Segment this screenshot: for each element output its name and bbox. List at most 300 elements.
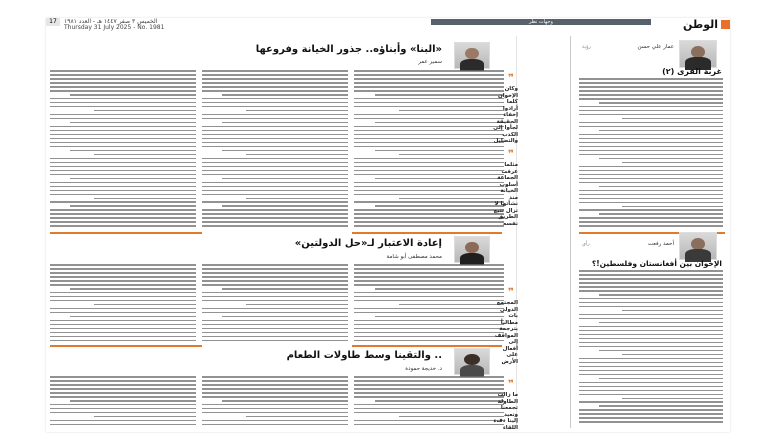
text-line (354, 114, 504, 116)
text-line (354, 328, 504, 330)
text-line (354, 118, 504, 120)
text-line (50, 158, 196, 160)
text-line (50, 221, 196, 223)
text-line (202, 166, 348, 168)
text-line (579, 194, 723, 196)
text-line (202, 86, 348, 88)
text-line (50, 280, 196, 282)
text-line (202, 292, 348, 294)
text-line (599, 294, 723, 296)
text-line (50, 308, 196, 310)
text-line (202, 420, 348, 422)
text-line (50, 412, 196, 414)
text-line (246, 304, 348, 306)
text-line (579, 413, 723, 415)
text-line (579, 421, 723, 423)
text-line (354, 98, 504, 100)
text-line (50, 292, 196, 294)
text-line (202, 90, 348, 92)
text-line (222, 178, 348, 180)
article-rule (352, 232, 502, 234)
text-line (579, 98, 723, 100)
text-line (50, 380, 196, 382)
text-line (354, 280, 504, 282)
text-line (579, 306, 723, 308)
text-line (94, 198, 196, 200)
section-label: رؤية (582, 44, 591, 50)
text-line (202, 201, 348, 203)
text-line (202, 98, 348, 100)
text-line (202, 264, 348, 266)
text-line (579, 198, 723, 200)
text-line (354, 106, 504, 108)
text-line (50, 420, 196, 422)
text-line (579, 346, 723, 348)
text-line (354, 308, 504, 310)
text-line (246, 416, 348, 418)
text-line (599, 405, 723, 407)
text-line (354, 392, 504, 394)
text-line (579, 94, 723, 96)
text-line (202, 142, 348, 144)
text-line (354, 146, 504, 148)
article-body-column (202, 376, 348, 428)
text-line (202, 102, 348, 104)
text-line (599, 102, 723, 104)
author-name: سمير عمر (418, 59, 442, 65)
text-line (354, 221, 504, 223)
text-line (354, 300, 504, 302)
text-line (375, 288, 504, 290)
text-line (579, 146, 723, 148)
text-line (70, 205, 196, 207)
text-line (50, 102, 196, 104)
author-name: أحمد رفعت (647, 241, 674, 247)
text-line (354, 213, 504, 215)
text-line (50, 118, 196, 120)
text-line (50, 166, 196, 168)
pull-quote: المجتمع الدولي بات مطالباً بترجمة المواقف إلى أفعال على الأرض (494, 300, 518, 365)
text-line (579, 221, 723, 223)
article-rule (50, 345, 202, 347)
text-line (579, 278, 723, 280)
text-line (354, 90, 504, 92)
text-line (50, 82, 196, 84)
text-line (579, 314, 723, 316)
quote-mark-icon: ❞ (508, 149, 514, 160)
text-line (579, 358, 723, 360)
text-line (50, 86, 196, 88)
text-line (202, 376, 348, 378)
text-line (50, 74, 196, 76)
text-line (399, 154, 504, 156)
author-photo (679, 232, 717, 260)
pull-quote: وكان الإخوان كلما أرادوا إخفاء الحقيقة لجأوا إلى الكذب والتضليل (493, 86, 518, 144)
text-line (50, 276, 196, 278)
text-line (579, 330, 723, 332)
newspaper-logo (683, 18, 730, 30)
text-line (50, 98, 196, 100)
section-bar: وجهات نظر (431, 19, 651, 25)
text-line (50, 162, 196, 164)
text-line (50, 376, 196, 378)
text-line (202, 82, 348, 84)
text-line (202, 130, 348, 132)
text-line (50, 194, 196, 196)
text-line (354, 312, 504, 314)
text-line (202, 328, 348, 330)
text-line (579, 274, 723, 276)
quote-mark-icon: ❞ (508, 287, 514, 298)
article-body-column (354, 376, 504, 428)
text-line (354, 217, 504, 219)
text-line (354, 182, 504, 184)
text-line (579, 202, 723, 204)
newspaper-page (46, 18, 730, 432)
text-line (354, 384, 504, 386)
quote-mark-icon: ❞ (508, 379, 514, 390)
article-body-column (202, 70, 348, 230)
text-line (579, 106, 723, 108)
text-line (202, 380, 348, 382)
text-line (222, 316, 348, 318)
text-line (622, 206, 723, 208)
section-label: رأي (582, 241, 590, 247)
text-line (354, 296, 504, 298)
text-line (50, 384, 196, 386)
text-line (579, 217, 723, 219)
text-line (354, 138, 504, 140)
date-line-arabic: الخميس ٣ صفر ١٤٤٧ هـ - العدد ١٩٨١ (64, 18, 158, 25)
text-line (579, 298, 723, 300)
text-line (50, 296, 196, 298)
text-line (354, 332, 504, 334)
text-line (202, 134, 348, 136)
article-body-column (50, 376, 196, 428)
text-line (375, 150, 504, 152)
author-name: عمار علي حسن (637, 44, 674, 50)
text-line (50, 90, 196, 92)
text-line (50, 328, 196, 330)
text-line (50, 320, 196, 322)
text-line (354, 264, 504, 266)
text-line (579, 318, 723, 320)
text-line (579, 390, 723, 392)
text-line (375, 400, 504, 402)
text-line (202, 320, 348, 322)
text-line (50, 268, 196, 270)
text-line (354, 396, 504, 398)
text-line (50, 340, 196, 342)
text-line (579, 166, 723, 168)
text-line (599, 350, 723, 352)
text-line (50, 424, 196, 426)
text-line (202, 114, 348, 116)
text-line (50, 396, 196, 398)
text-line (579, 338, 723, 340)
text-line (94, 416, 196, 418)
text-line (50, 392, 196, 394)
article-body (579, 270, 723, 425)
text-line (202, 174, 348, 176)
text-line (579, 382, 723, 384)
text-line (202, 158, 348, 160)
page-header (46, 18, 730, 32)
text-line (50, 174, 196, 176)
text-line (354, 420, 504, 422)
article-body-column (202, 264, 348, 342)
text-line (202, 186, 348, 188)
text-line (50, 332, 196, 334)
text-line (579, 386, 723, 388)
text-line (579, 401, 723, 403)
text-line (622, 310, 723, 312)
article-body (579, 78, 723, 230)
text-line (202, 396, 348, 398)
text-line (399, 416, 504, 418)
text-line (202, 162, 348, 164)
text-line (579, 342, 723, 344)
text-line (354, 276, 504, 278)
text-line (202, 296, 348, 298)
text-line (202, 384, 348, 386)
date-line-english: Thursday 31 July 2025 - No. 1981 (64, 24, 165, 31)
article-body-column (354, 70, 504, 230)
text-line (202, 280, 348, 282)
text-line (222, 288, 348, 290)
page-number: 17 (46, 18, 60, 26)
text-line (246, 154, 348, 156)
text-line (202, 146, 348, 148)
text-line (354, 174, 504, 176)
text-line (599, 158, 723, 160)
text-line (202, 209, 348, 211)
text-line (50, 312, 196, 314)
text-line (579, 225, 723, 227)
text-line (354, 82, 504, 84)
article-headline: .. والتقينا وسط طاولات الطعام (286, 350, 442, 361)
sidebar-divider (570, 36, 571, 428)
text-line (50, 272, 196, 274)
text-line (354, 284, 504, 286)
text-line (202, 106, 348, 108)
text-line (399, 110, 504, 112)
text-line (599, 322, 723, 324)
text-line (579, 290, 723, 292)
text-line (579, 362, 723, 364)
text-line (579, 334, 723, 336)
text-line (579, 409, 723, 411)
text-line (354, 268, 504, 270)
text-line (579, 417, 723, 419)
text-line (354, 404, 504, 406)
text-line (579, 286, 723, 288)
text-line (579, 110, 723, 112)
text-line (354, 186, 504, 188)
text-line (354, 388, 504, 390)
text-line (202, 170, 348, 172)
text-line (70, 94, 196, 96)
text-line (354, 336, 504, 338)
text-line (579, 122, 723, 124)
text-line (579, 90, 723, 92)
text-line (50, 300, 196, 302)
text-line (94, 110, 196, 112)
text-line (202, 268, 348, 270)
text-line (50, 201, 196, 203)
text-line (622, 162, 723, 164)
text-line (375, 178, 504, 180)
text-line (622, 118, 723, 120)
text-line (222, 400, 348, 402)
text-line (354, 166, 504, 168)
text-line (50, 130, 196, 132)
text-line (222, 94, 348, 96)
text-line (354, 86, 504, 88)
text-line (354, 380, 504, 382)
text-line (50, 170, 196, 172)
text-line (202, 138, 348, 140)
article-body-column (354, 264, 504, 342)
text-line (70, 122, 196, 124)
author-photo (454, 42, 490, 69)
text-line (399, 198, 504, 200)
text-line (202, 300, 348, 302)
text-line (354, 412, 504, 414)
text-line (50, 284, 196, 286)
author-name: محمد مصطفى أبو شامة (386, 254, 442, 260)
text-line (579, 78, 723, 80)
text-line (202, 78, 348, 80)
text-line (50, 182, 196, 184)
text-line (579, 150, 723, 152)
text-line (50, 209, 196, 211)
text-line (354, 170, 504, 172)
text-line (354, 142, 504, 144)
author-photo (454, 348, 490, 375)
text-line (579, 374, 723, 376)
text-line (202, 336, 348, 338)
text-line (50, 126, 196, 128)
text-line (202, 312, 348, 314)
text-line (579, 209, 723, 211)
text-line (50, 404, 196, 406)
text-line (354, 102, 504, 104)
text-line (354, 340, 504, 342)
text-line (202, 284, 348, 286)
text-line (579, 134, 723, 136)
text-line (354, 225, 504, 227)
text-line (202, 118, 348, 120)
article-body-column (50, 70, 196, 230)
text-line (202, 217, 348, 219)
text-line (94, 304, 196, 306)
text-line (50, 138, 196, 140)
text-line (94, 154, 196, 156)
article-headline: الإخوان بين أفغانستان وفلسطين!؟ (591, 259, 722, 268)
text-line (50, 225, 196, 227)
pull-quote: مثلما عرفت الجماعة أسلوب الخيانة منذ نشأتها لا تزال تتبع الطريق نفسه (493, 162, 518, 227)
text-line (50, 106, 196, 108)
text-line (375, 316, 504, 318)
text-line (202, 392, 348, 394)
article-headline: «البنا» وأبناؤه.. جذور الخيانة وفروعها (255, 44, 442, 55)
text-line (202, 213, 348, 215)
text-line (354, 272, 504, 274)
text-line (579, 126, 723, 128)
text-line (222, 205, 348, 207)
text-line (354, 194, 504, 196)
text-line (579, 178, 723, 180)
text-line (354, 190, 504, 192)
text-line (599, 130, 723, 132)
article-body-column (50, 264, 196, 342)
text-line (599, 378, 723, 380)
text-line (246, 110, 348, 112)
text-line (622, 354, 723, 356)
text-line (50, 190, 196, 192)
text-line (579, 182, 723, 184)
text-line (202, 221, 348, 223)
text-line (202, 74, 348, 76)
text-line (354, 74, 504, 76)
article-headline: غربة القرى (٢) (662, 67, 722, 76)
text-line (50, 186, 196, 188)
text-line (579, 170, 723, 172)
text-line (202, 190, 348, 192)
pull-quote: ما زالت الطاولة تجمعنا وتعيد إلينا دفء اللقاء (493, 392, 518, 431)
text-line (70, 316, 196, 318)
text-line (50, 217, 196, 219)
text-line (222, 122, 348, 124)
text-line (579, 142, 723, 144)
text-line (50, 114, 196, 116)
text-line (354, 126, 504, 128)
text-line (622, 398, 723, 400)
text-line (202, 126, 348, 128)
logo-mark-icon (721, 20, 730, 29)
text-line (354, 424, 504, 426)
text-line (579, 138, 723, 140)
text-line (579, 190, 723, 192)
text-line (354, 209, 504, 211)
text-line (222, 150, 348, 152)
text-line (70, 288, 196, 290)
text-line (70, 400, 196, 402)
text-line (202, 272, 348, 274)
text-line (50, 78, 196, 80)
newspaper-name: الوطن (682, 17, 718, 31)
text-line (50, 264, 196, 266)
text-line (202, 388, 348, 390)
text-line (202, 408, 348, 410)
article-rule (50, 232, 202, 234)
text-line (202, 412, 348, 414)
text-line (375, 122, 504, 124)
text-line (354, 70, 504, 72)
text-line (354, 408, 504, 410)
text-line (354, 158, 504, 160)
text-line (599, 186, 723, 188)
text-line (579, 394, 723, 396)
text-line (354, 134, 504, 136)
author-name: د. خديجة حمودة (405, 366, 442, 372)
text-line (579, 270, 723, 272)
text-line (354, 376, 504, 378)
text-line (50, 213, 196, 215)
text-line (50, 336, 196, 338)
text-line (375, 205, 504, 207)
